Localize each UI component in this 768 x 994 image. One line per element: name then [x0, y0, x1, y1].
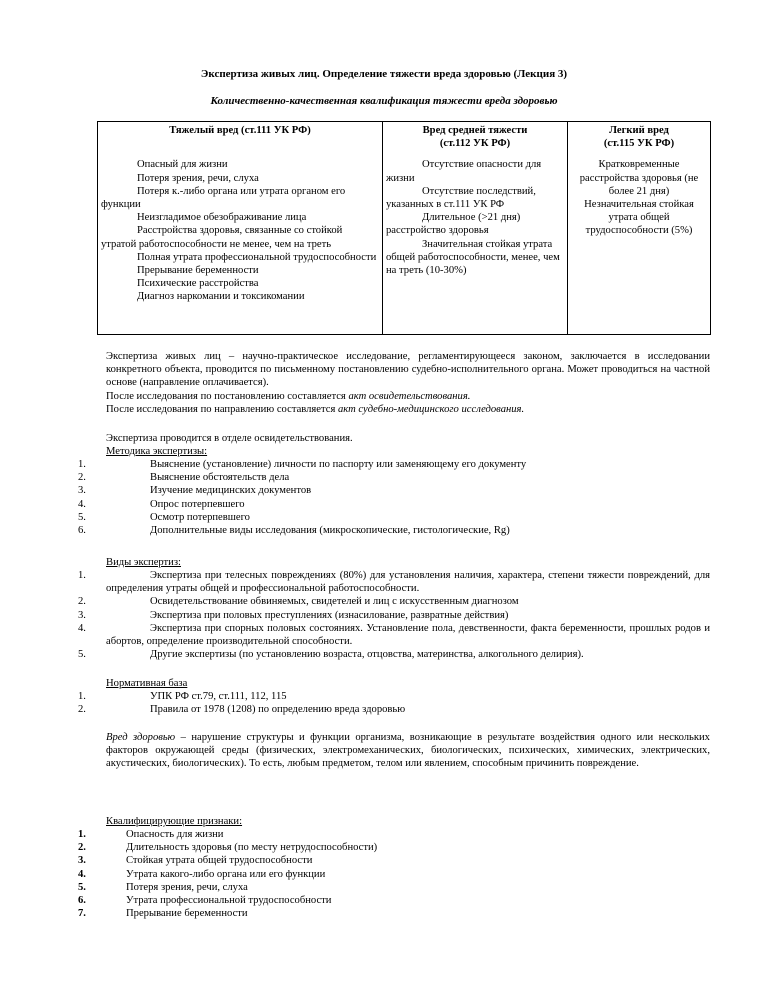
- severe-item: Психические расстройства: [137, 278, 259, 290]
- signs-list: [0, 828, 768, 923]
- intro-line-2: [106, 403, 524, 416]
- item-text: Опрос потерпевшего: [150, 498, 245, 510]
- item-text: Опасность для жизни: [126, 829, 224, 840]
- medium-item: Отсутствие последствий, указанных в ст.111 УК РФ: [386, 185, 536, 211]
- types-heading: Виды экспертиз:: [106, 557, 181, 568]
- severe-item: Потеря зрения, речи, слуха: [137, 172, 259, 184]
- item-text: Изучение медицинских документов: [150, 485, 312, 497]
- intro-line-1-text: После исследования по постановлению составляется: [106, 391, 349, 402]
- item-number: 2.: [78, 472, 86, 484]
- item-text: Правила от 1978 (1208) по определению вреда здоровью: [150, 704, 406, 716]
- definition-term: Вред здоровью: [106, 732, 176, 743]
- definition-paragraph: [106, 731, 710, 771]
- method-intro: Экспертиза проводится в отделе освидетельствования.: [106, 433, 353, 444]
- severe-item: Потеря к.-либо органа или утрата органом его функции: [101, 185, 346, 211]
- intro-line-1: [106, 390, 470, 403]
- header-medium-line1: Вред средней тяжести: [422, 125, 528, 136]
- item-text: Утрата какого-либо органа или его функции: [126, 868, 326, 880]
- page-title: Экспертиза живых лиц. Определение тяжести вреда здоровью (Лекция 3): [200, 68, 568, 80]
- header-medium-line2: (ст.112 УК РФ): [439, 138, 511, 150]
- item-number: 4.: [78, 868, 86, 880]
- item-text: Утрата профессиональной трудоспособности: [126, 895, 332, 906]
- item-text: Осмотр потерпевшего: [150, 511, 250, 523]
- item-text: Экспертиза при телесных повреждениях (80%) для установления наличия, характера, степени тяжести повреждений, для определения утраты общей и профессиональной работоспособности.: [106, 570, 710, 595]
- method-heading: Методика экспертизы:: [106, 446, 208, 457]
- norms-list: [0, 690, 768, 720]
- item-text: Выяснение (установление) личности по паспорту или заменяющему его документу: [150, 459, 527, 470]
- item-number: 4.: [78, 498, 86, 510]
- item-text: Длительность здоровья (по месту нетрудоспособности): [126, 842, 378, 854]
- norms-heading: Нормативная база: [106, 678, 188, 689]
- item-number: 6.: [78, 895, 86, 906]
- item-number: 2.: [78, 704, 86, 716]
- item-text: Экспертиза при спорных половых состояниях. Установление пола, девственности, факта беременности, прошлых родов и абортов, определение производительной способности.: [106, 622, 710, 647]
- severe-cell: [98, 151, 383, 335]
- header-light-line2: (ст.115 УК РФ): [603, 138, 675, 150]
- item-number: 4.: [78, 622, 86, 634]
- intro-paragraph: Экспертиза живых лиц – научно-практическое исследование, регламентирующееся законом, заключается в исследовании конкретного объекта, проводится по письменному постановлению судебно-исполнительного органа. Может проводиться на частной основе (направление оплачивается).: [106, 351, 710, 389]
- item-number: 5.: [78, 511, 86, 523]
- item-text: Экспертиза при половых преступлениях (изнасилование, развратные действия): [150, 609, 509, 621]
- item-number: 1.: [78, 691, 86, 702]
- severe-item: Полная утрата профессиональной трудоспособности: [137, 251, 377, 263]
- item-number: 6.: [78, 525, 86, 536]
- severe-item: Прерывание беременности: [137, 265, 259, 277]
- header-light: [568, 122, 711, 152]
- header-severe-label: Тяжелый вред (ст.111 УК РФ): [169, 125, 311, 136]
- item-number: 7.: [78, 908, 86, 920]
- item-text: Прерывание беременности: [126, 908, 248, 920]
- method-list: [0, 458, 768, 538]
- severity-table: [97, 121, 711, 335]
- item-text: Выяснение обстоятельств дела: [150, 472, 290, 484]
- item-number: 2.: [78, 596, 86, 608]
- medium-item: Отсутствие опасности для жизни: [386, 159, 542, 184]
- item-text: Другие экспертизы (по установлению возраста, отцовства, материнства, алкогольного делирия).: [150, 649, 584, 661]
- definition-text: – нарушение структуры и функции организма, возникающие в результате воздействия одного или нескольких факторов окружающей среды (физических, электромеханических, биологических, психических, химических, электрических, акустических, биологических). То есть, любым предметом, телом или явлением, способным причинить повреждение.: [106, 732, 710, 770]
- item-number: 3.: [78, 855, 86, 867]
- item-number: 2.: [78, 842, 86, 854]
- light-cell: [568, 151, 711, 335]
- severe-item: Диагноз наркомании и токсикомании: [137, 291, 305, 303]
- medium-item: Значительная стойкая утрата общей работоспособности, менее, чем на треть (10-30%): [386, 238, 560, 277]
- page-subtitle: Количественно-качественная квалификация тяжести вреда здоровью: [210, 95, 558, 107]
- item-text: Дополнительные виды исследования (микроскопические, гистологические, Rg): [150, 525, 510, 536]
- item-number: 3.: [78, 609, 86, 621]
- act-certification: акт освидетельствования.: [348, 391, 471, 402]
- item-text: Освидетельствование обвиняемых, свидетелей и лиц с искусственным диагнозом: [150, 596, 519, 608]
- severe-item: Опасный для жизни: [137, 159, 228, 171]
- signs-heading: Квалифицирующие признаки:: [106, 816, 243, 827]
- item-number: 3.: [78, 485, 86, 497]
- item-number: 1.: [78, 459, 86, 470]
- types-list: [0, 569, 768, 669]
- item-number: 1.: [78, 829, 86, 840]
- item-text: Потеря зрения, речи, слуха: [126, 881, 248, 893]
- header-severe: [98, 122, 383, 152]
- act-forensic-study: акт судебно-медицинского исследования.: [337, 404, 525, 415]
- severe-item: Расстройства здоровья, связанные со стойкой утратой работоспособности не менее, чем на треть: [101, 225, 343, 250]
- light-item: Кратковременные расстройства здоровья (не более 21 дня): [579, 159, 699, 197]
- intro-line-2-text: После исследования по направлению составляется: [106, 404, 338, 415]
- item-number: 5.: [78, 649, 86, 661]
- header-light-line1: Легкий вред: [609, 125, 669, 136]
- light-item: Незначительная стойкая утрата общей трудоспособности (5%): [584, 199, 694, 237]
- header-medium: [383, 122, 568, 152]
- item-text: УПК РФ ст.79, ст.111, 112, 115: [150, 691, 287, 702]
- medium-item: Длительное (>21 дня) расстройство здоровья: [386, 212, 521, 237]
- item-number: 1.: [78, 570, 86, 581]
- severe-item: Неизгладимое обезображивание лица: [137, 212, 307, 224]
- item-number: 5.: [78, 881, 86, 893]
- item-text: Стойкая утрата общей трудоспособности: [126, 855, 313, 867]
- medium-cell: [383, 151, 568, 335]
